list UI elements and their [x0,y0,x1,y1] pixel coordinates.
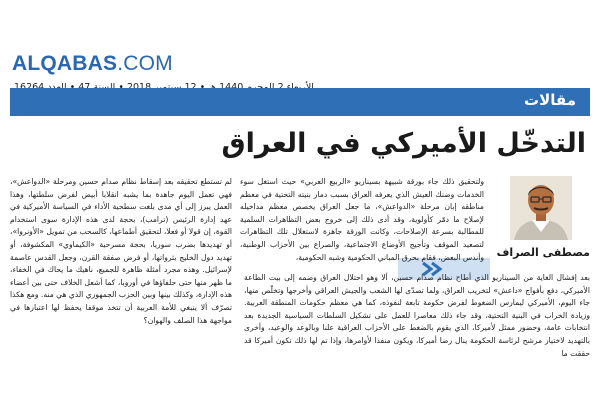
author-name: مصطفى الصراف [496,246,590,259]
section-label: مقالات [524,91,576,109]
article-column-left: لم تستطع تحقيقه بعد إسقاط نظام صدام حسين ومرحلة «الدواعش»، فهي تعمل اليوم جاهدة بما يشبه انقلابا أبيض لفرض سلطتها، وهذا العمل يبرز إلى أي مدى بلغت سطحية الأداء في السياسة الأميركية في عهد إدارة الرئيس (ترامب)، بحجة لدى هذه الإدارة سوى استخدام القوة، إن قولا أو فعلا، لتحقيق أطماعها، كالسحب من تمويل «الأونروا»، أو تهديدها بضرب سوريا، بحجة مسرحية «الكيماوي» المكشوفة، أو تهديد دول الخليج بثرواتها، أو فرض صفقة القرن، وجعل القدس عاصمة لإسرائيل. وهذه مجرد أمثلة ظاهرة للجميع، ناهيك ما يحاك في الخفاء، ما ظهر منها حتى حلفاؤها في أوروبا، كما أشعل الخلاف حتى بين أعضاء هذه الإدارة، وكذلك بينها وبين الحزب الجمهوري الذي هي منه. ومع هكذا تصرّف ألا ينبغي للأمة العربية أن تتخذ موقفا يحفظ لها اعتبارها في مواجهة هذا الصلف والهوان؟ [10,177,232,325]
logo-domain: .COM [117,52,173,75]
article-headline: التدخّل الأميركي في العراق [221,128,586,159]
author-portrait-icon [510,176,572,240]
section-header-bar [10,88,590,116]
article-column-middle-bottom: بعد إفشال الغاية من السيناريو الذي أطاح نظام صدام حسين، ألا وهو احتلال العراق وضمه إلى بيت الطاعة الأميركي، دفع بأفواج «داعش» لتخريب العراق، ولما تصدّى لها الشعب والجيش العراقي وأخرجها وتخلّص منها، جاء اليوم، الأميركي ليمارس الضغوط لفرض حكومة تابعة لنفوذه، كما هي معظم حكومات المنطقة العربية. وزيادة الخراب في البنية التحتية، وقد جاء ذلك معاصرا للعمل على تشكيل السلطات السياسية الجديدة بعد انتخابات عامة، وحضور ممثل لأميركا، الذي يقوم بالضغط على الأحزاب العراقية علنا وبالوعد والوعيد، وأخرى بالتهديد لاختيار مرشح لرئاسة الحكومة ينال رضا أميركا، ويكون منفذا لأوامرها، وإذا تم لها ذلك تكون أميركا قد حققت ما [244,273,590,358]
author-box [492,176,590,268]
article-column-middle-top: ولتحقيق ذلك جاء بورقة شبيهة بسيناريو «الربيع العربي» حيث استغل سوء الخدمات وضنك العيش الذي يعرفه العراق بسبب دمار بنيته التحتية في معظم مناطقه إبان مرحلة «الدواعش»، ما جعل العراق يخصص معظم مداخيله لإصلاح ما دمّر كأولوية، وقد أدى ذلك إلى خروج بعض التظاهرات السلمية للمطالبة بسرعة الإصلاحات، وكانت الورقة جاهزة لاستغلال تلك التظاهرات لتصعيد الموقف وتأجيج الأوضاع الاجتماعية، والصراع بين الأحزاب الوطنية، وأندس البعض، فقام بحرق المباني الحكومية وشبه الحكومية، [240,177,484,262]
author-photo [510,176,572,240]
site-logo[interactable] [12,52,173,76]
logo-brand: ALQABAS [12,52,118,75]
